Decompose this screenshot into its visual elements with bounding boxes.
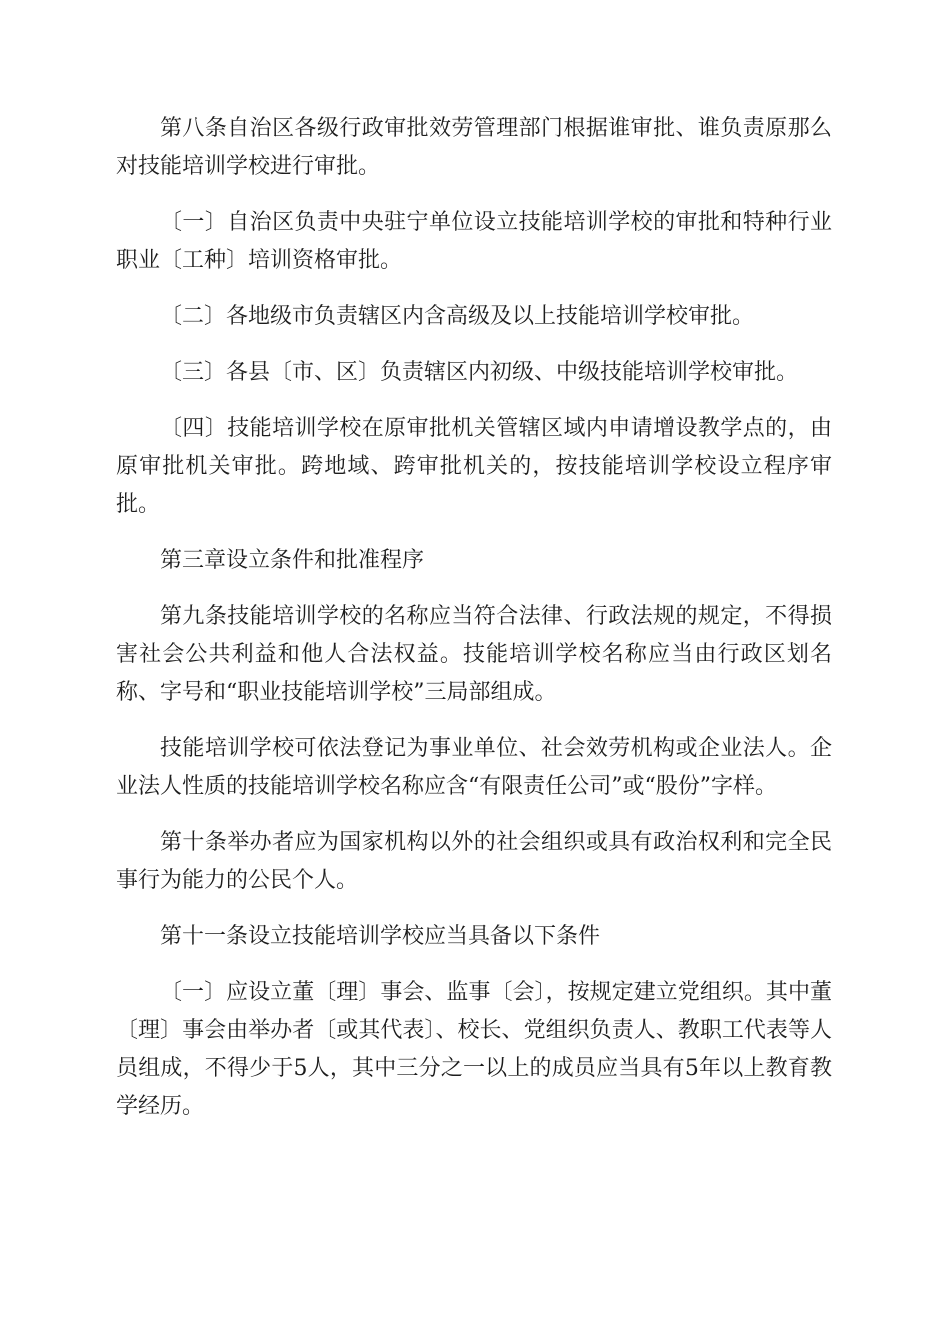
paragraph-registration: 技能培训学校可依法登记为事业单位、社会效劳机构或企业法人。企业法人性质的技能培训学校名称应含“有限责任公司”或“股份”字样。 [116, 736, 832, 799]
paragraph-item-3: 〔三〕各县〔市、区〕负责辖区内初级、中级技能培训学校审批。 [160, 360, 799, 385]
paragraph-article-11: 第十一条设立技能培训学校应当具备以下条件 [160, 924, 601, 949]
paragraph-article-9: 第九条技能培训学校的名称应当符合法律、行政法规的规定，不得损害社会公共利益和他人合法权益。技能培训学校名称应当由行政区划名称、字号和“职业技能培训学校”三局部组成。 [116, 604, 832, 705]
paragraph-item-4: 〔四〕技能培训学校在原审批机关管辖区域内申请增设教学点的，由原审批机关审批。跨地域、跨审批机关的，按技能培训学校设立程序审批。 [116, 416, 832, 517]
paragraph-article-8: 第八条自治区各级行政审批效劳管理部门根据谁审批、谁负责原那么对技能培训学校进行审批。 [116, 116, 832, 179]
paragraph-item-2: 〔二〕各地级市负责辖区内含高级及以上技能培训学校审批。 [160, 304, 755, 329]
paragraph-condition-1: 〔一〕应设立董〔理〕事会、监事〔会〕，按规定建立党组织。其中董〔理〕事会由举办者〔或其代表〕、校长、党组织负责人、教职工代表等人员组成，不得少于5人，其中三分之一以上的成员应当具有5年以上教育教学经历。 [116, 980, 832, 1119]
paragraph-item-1: 〔一〕自治区负责中央驻宁单位设立技能培训学校的审批和特种行业职业〔工种〕培训资格审批。 [116, 210, 832, 273]
paragraph-article-10: 第十条举办者应为国家机构以外的社会组织或具有政治权利和完全民事行为能力的公民个人。 [116, 830, 832, 893]
document-body [116, 110, 832, 1144]
chapter-heading: 第三章设立条件和批准程序 [160, 548, 425, 573]
